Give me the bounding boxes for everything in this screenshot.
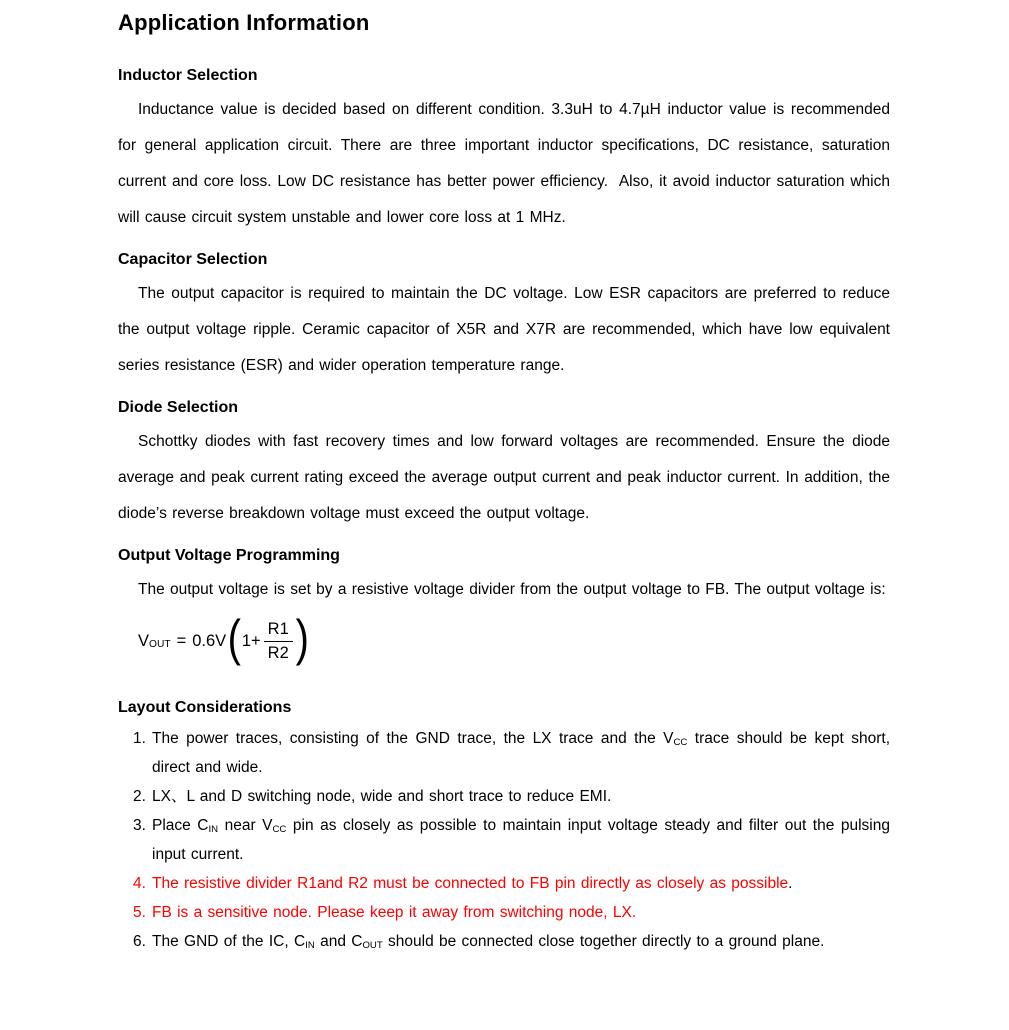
formula-fraction bbox=[264, 620, 293, 663]
inductor-selection-heading: Inductor Selection bbox=[118, 67, 258, 84]
item-text: The power traces, consisting of the GND trace, the LX trace and the $V_{CC}$ trace should be kept short, direct and wide. bbox=[152, 730, 891, 776]
item-number: 1. bbox=[133, 730, 146, 747]
formula-lhs bbox=[138, 632, 171, 651]
formula-coefficient: 0.6V bbox=[192, 631, 227, 650]
section-capacitor-selection bbox=[118, 250, 890, 384]
item-text: The GND of the IC, $C_{IN}$ and $C_{OUT}$ should be connected close together directly to a ground plane. bbox=[152, 933, 825, 951]
list-item bbox=[118, 724, 890, 782]
output-voltage-paragraph: The output voltage is set by a resistive voltage divider from the output voltage to FB. The output voltage is: bbox=[138, 581, 886, 598]
item-number: 2. bbox=[133, 788, 146, 805]
section-layout-considerations bbox=[118, 698, 890, 956]
formula-lhs-subscript: OUT bbox=[149, 639, 171, 651]
section-diode-selection bbox=[118, 398, 890, 532]
formula-open-paren: ( bbox=[227, 609, 242, 666]
section-inductor-selection bbox=[118, 66, 890, 236]
item-number: 6. bbox=[133, 933, 146, 950]
item-number: 3. bbox=[133, 817, 146, 834]
formula-equals-sign: = bbox=[176, 631, 187, 650]
item-number: 5. bbox=[133, 904, 146, 921]
layout-considerations-heading: Layout Considerations bbox=[118, 699, 292, 716]
output-voltage-heading: Output Voltage Programming bbox=[118, 547, 340, 564]
item-text: The resistive divider R1and R2 must be connected to FB pin directly as closely as possible. bbox=[152, 875, 793, 892]
formula-lhs-base: V bbox=[138, 631, 150, 650]
item-number: 4. bbox=[133, 875, 146, 892]
formula-numerator: R1 bbox=[264, 620, 293, 642]
formula-close-paren: ) bbox=[295, 609, 309, 666]
list-item bbox=[118, 927, 890, 956]
inductor-selection-paragraph: Inductance value is decided based on different condition. 3.3uH to 4.7µH inductor value is recommended for general application circuit. There are three important inductor specifications, DC resistance, saturation current and core loss. Low DC resistance has better power efficiency. Also, it avoid inductor saturation which will cause circuit system unstable and lower core loss at 1 MHz. bbox=[118, 101, 890, 226]
output-voltage-formula bbox=[138, 609, 890, 670]
list-item bbox=[118, 782, 890, 811]
list-item bbox=[118, 898, 890, 927]
item-text: LX、L and D switching node, wide and short trace to reduce EMI. bbox=[152, 788, 612, 805]
section-output-voltage-programming bbox=[118, 546, 890, 670]
item-text: FB is a sensitive node. Please keep it away from switching node, LX. bbox=[152, 904, 637, 921]
item-text: Place $C_{IN}$ near $V_{CC}$ pin as closely as possible to maintain input voltage steady and filter out the pulsing input current. bbox=[152, 817, 890, 863]
formula-denominator: R2 bbox=[267, 643, 289, 662]
list-item bbox=[118, 869, 890, 898]
formula-one-plus: 1+ bbox=[241, 631, 261, 650]
list-item bbox=[118, 811, 890, 869]
diode-selection-paragraph: Schottky diodes with fast recovery times and low forward voltages are recommended. Ensure the diode average and peak current rating exceed the average output current and peak inductor current. In addition, the diode’s reverse breakdown voltage must exceed the output voltage. bbox=[118, 433, 890, 522]
diode-selection-heading: Diode Selection bbox=[118, 399, 239, 416]
capacitor-selection-paragraph: The output capacitor is required to maintain the DC voltage. Low ESR capacitors are preferred to reduce the output voltage ripple. Ceramic capacitor of X5R and X7R are recommended, which have low equivalent series resistance (ESR) and wider operation temperature range. bbox=[118, 285, 890, 374]
layout-items-list bbox=[118, 724, 890, 956]
capacitor-selection-heading: Capacitor Selection bbox=[118, 251, 268, 268]
page-title: Application Information bbox=[118, 10, 370, 35]
